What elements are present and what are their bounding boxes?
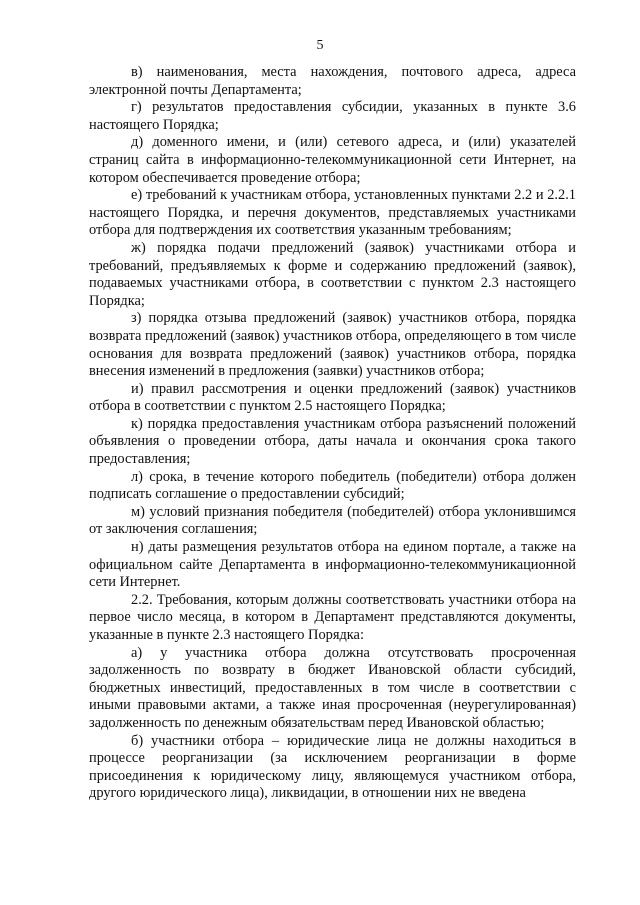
paragraph-item-g: г) результатов предоставления субсидии, указанных в пункте 3.6 настоящего Порядка; bbox=[89, 99, 576, 133]
paragraph-item-m: м) условий признания победителя (победителей) отбора уклонившимся от заключения соглашения; bbox=[89, 503, 576, 538]
paragraph-section-2-2: 2.2. Требования, которым должны соответствовать участники отбора на первое число месяца, в котором в Департамент представляются документы, указанные в пункте 2.3 настоящего Порядка: bbox=[89, 591, 576, 643]
paragraph-item-l: л) срока, в течение которого победитель (победители) отбора должен подписать соглашение о предоставлении субсидий; bbox=[89, 468, 576, 503]
paragraph-item-n: н) даты размещения результатов отбора на едином портале, а также на официальном сайте Департамента в информационно-телекоммуникационной сети Интернет. bbox=[89, 539, 576, 591]
paragraph-item-i: и) правил рассмотрения и оценки предложений (заявок) участников отбора в соответствии с пунктом 2.5 настоящего Порядка; bbox=[89, 380, 576, 415]
paragraph-item-d: д) доменного имени, и (или) сетевого адреса, и (или) указателей страниц сайта в информационно-телекоммуникационной сети Интернет, на котором обеспечивается проведение отбора; bbox=[89, 134, 576, 186]
paragraph-item-z: з) порядка отзыва предложений (заявок) участников отбора, порядка возврата предложений (заявок) участников отбора, определяющего в том числе основания для возврата предложений (заявок) участников отбора, порядка внесения изменений в предложения (заявки) участников отбора; bbox=[89, 310, 576, 380]
paragraph-item-v: в) наименования, места нахождения, почтового адреса, адреса электронной почты Департамента; bbox=[89, 64, 576, 98]
paragraph-item-k: к) порядка предоставления участникам отбора разъяснений положений объявления о проведении отбора, даты начала и окончания срока такого предоставления; bbox=[89, 415, 576, 468]
paragraph-item-e: е) требований к участникам отбора, установленных пунктами 2.2 и 2.2.1 настоящего Порядка, и перечня документов, представляемых участниками отбора для подтверждения их соответствия указанным требованиям; bbox=[89, 187, 576, 239]
page-number: 5 bbox=[316, 38, 324, 53]
document-body bbox=[89, 64, 576, 803]
paragraph-item-b: б) участники отбора – юридические лица не должны находиться в процессе реорганизации (за исключением реорганизации в форме присоединения к юридическому лицу, являющемуся участником отбора, другого юридического лица), ликвидации, в отношении них не введена bbox=[89, 732, 576, 802]
paragraph-item-a: а) у участника отбора должна отсутствовать просроченная задолженность по возврату в бюджет Ивановской области субсидий, бюджетных инвестиций, предоставленных в том числе в соответствии с иными правовыми актами, а также иная просроченная (неурегулированная) задолженность по денежным обязательствам перед Ивановской областью; bbox=[89, 644, 576, 731]
paragraph-item-zh: ж) порядка подачи предложений (заявок) участниками отбора и требований, предъявляемых к форме и содержанию предложений (заявок), подаваемых участниками отбора, в соответствии с пунктом 2.3 настоящего Порядка; bbox=[89, 239, 576, 309]
